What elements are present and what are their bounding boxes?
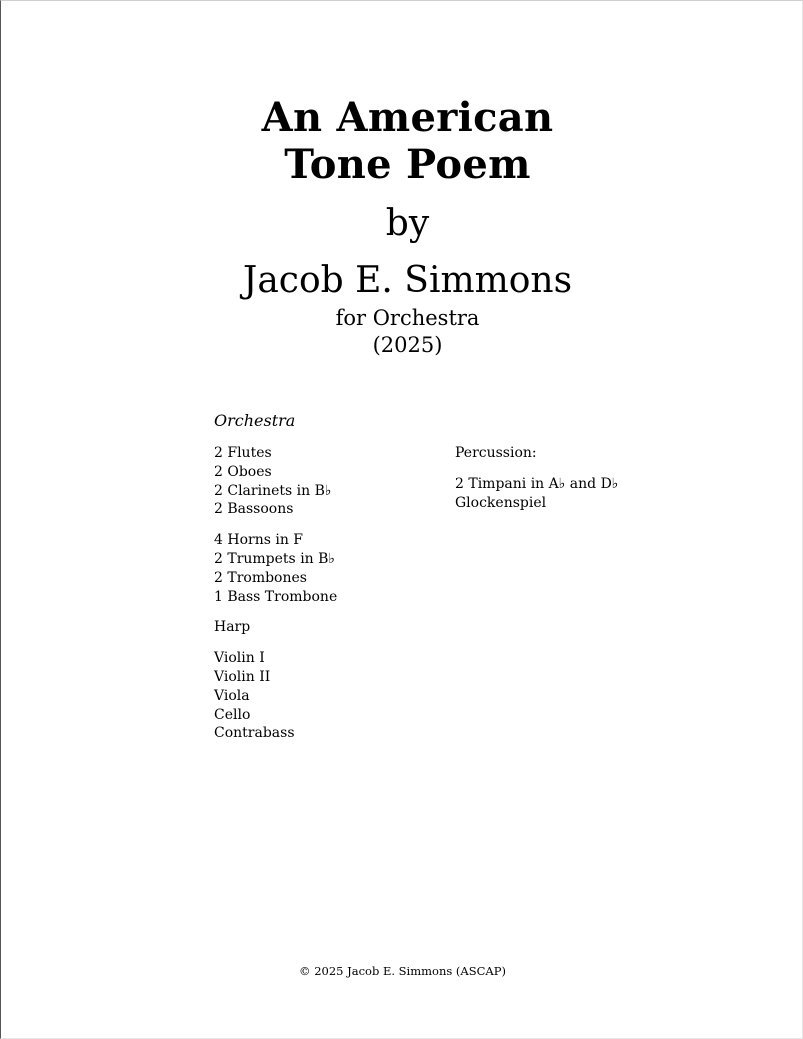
instrument-item: 2 Flutes bbox=[214, 445, 272, 461]
title-line-2: Tone Poem bbox=[284, 141, 531, 188]
instrument-item: Glockenspiel bbox=[455, 494, 547, 511]
woodwinds-group bbox=[214, 444, 337, 519]
strings-group bbox=[214, 649, 337, 743]
percussion-label: Percussion: bbox=[455, 445, 537, 461]
instrumentation-heading: Orchestra bbox=[214, 411, 296, 430]
instrument-item: Harp bbox=[214, 619, 251, 636]
harp-group bbox=[214, 618, 337, 637]
composer-name: Jacob E. Simmons bbox=[242, 260, 573, 301]
instrument-item: 2 Bassoons bbox=[214, 501, 294, 518]
instrument-item: Viola bbox=[214, 687, 250, 704]
instrumentation-right-column bbox=[455, 444, 618, 524]
instrument-item: 4 Horns in F bbox=[214, 532, 303, 549]
instrument-item: 2 Oboes bbox=[214, 463, 272, 480]
copyright-notice: © 2025 Jacob E. Simmons (ASCAP) bbox=[299, 964, 506, 978]
instrumentation-left-column bbox=[214, 444, 337, 755]
instrument-item: 2 Clarinets in B♭ bbox=[214, 482, 332, 499]
instrument-item: Cello bbox=[214, 706, 251, 723]
percussion-heading-group bbox=[455, 444, 618, 463]
instrument-item: 2 Timpani in A♭ and D♭ bbox=[455, 475, 619, 492]
instrument-item: Violin II bbox=[214, 668, 271, 685]
title-line-1: An American bbox=[261, 94, 554, 141]
ensemble-subtitle: for Orchestra bbox=[335, 306, 480, 330]
percussion-group bbox=[455, 475, 618, 513]
instrument-item: Violin I bbox=[214, 650, 265, 667]
work-title bbox=[1, 94, 803, 188]
instrument-item: 2 Trumpets in B♭ bbox=[214, 550, 336, 567]
by-line: by bbox=[385, 203, 430, 244]
composition-year: (2025) bbox=[372, 333, 443, 357]
instrument-item: 2 Trombones bbox=[214, 569, 307, 586]
instrument-item: 1 Bass Trombone bbox=[214, 588, 338, 605]
instrument-item: Contrabass bbox=[214, 725, 295, 742]
brass-group bbox=[214, 531, 337, 606]
